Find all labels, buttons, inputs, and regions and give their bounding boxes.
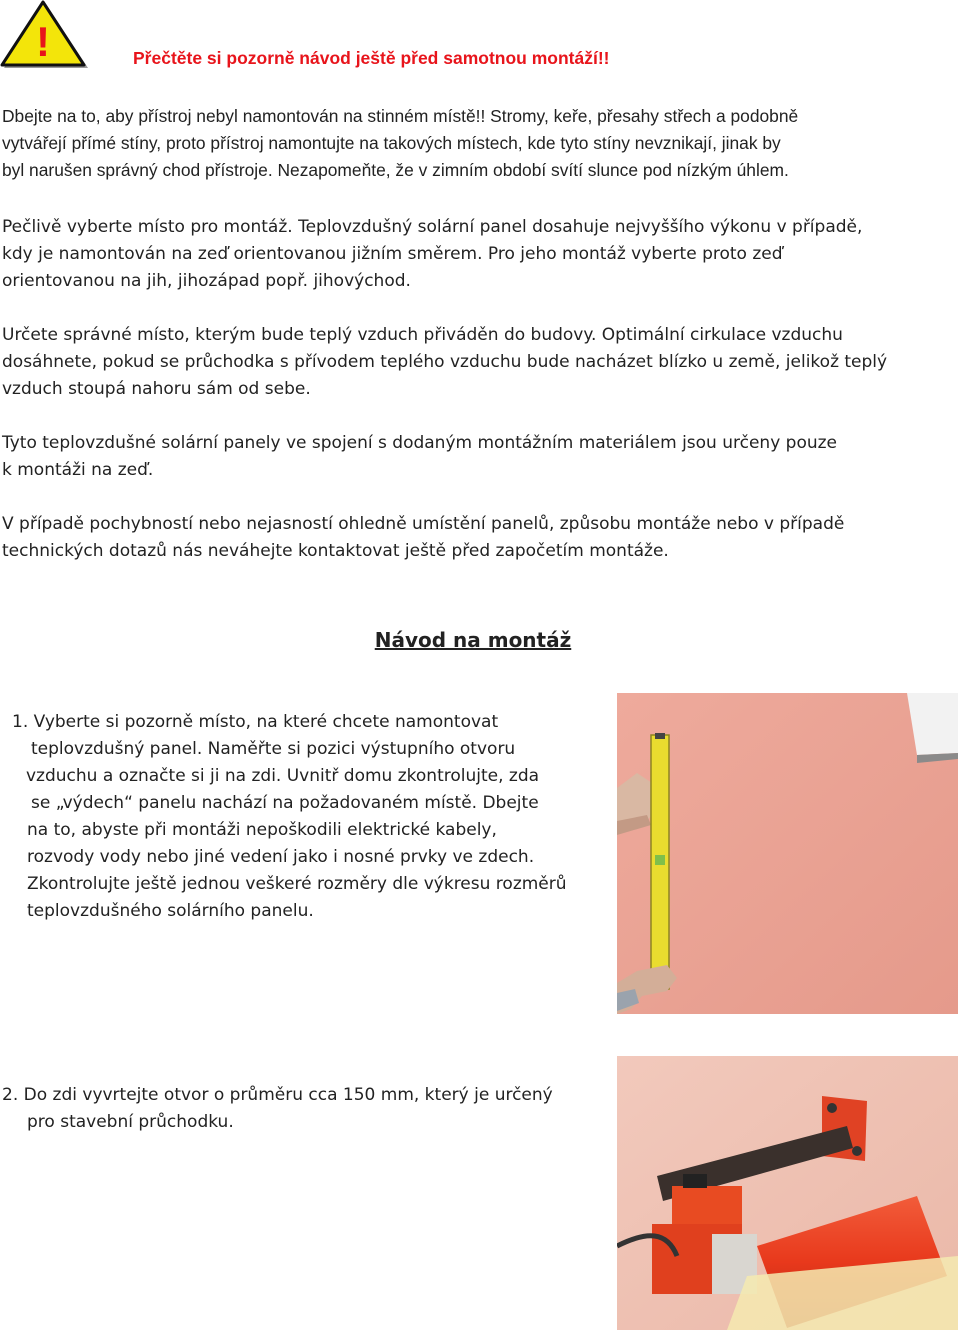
text-line: byl narušen správný chod přístroje. Nezapomeňte, že v zimním období svítí slunce pod nízkým úhlem.	[2, 160, 789, 180]
text-line: se „výdech“ panelu nachází na požadovaném místě. Dbejte	[31, 793, 539, 813]
spirit-level-on-wall-photo	[617, 693, 958, 1014]
text-line: V případě pochybností nebo nejasností ohledně umístění panelů, způsobu montáže nebo v případě	[2, 514, 845, 534]
paragraph-air-inlet	[2, 322, 952, 403]
text-line: rozvody vody nebo jiné vedení jako i nosné prvky ve zdech.	[27, 847, 535, 867]
text-line: Do zdi vyvrtejte otvor o průměru cca 150 mm, který je určený	[23, 1085, 553, 1105]
step-number: 1.	[12, 712, 29, 732]
warning-title: Přečtěte si pozorně návod ještě před samotnou montáží!!	[133, 48, 610, 68]
text-line: orientovanou na jih, jihozápad popř. jihovýchod.	[2, 271, 411, 291]
text-line: pro stavební průchodku.	[27, 1112, 234, 1132]
paragraph-shade-warning	[2, 103, 952, 184]
text-line: vzduch stoupá nahoru sám od sebe.	[2, 379, 311, 399]
step-number: 2.	[2, 1085, 19, 1105]
text-line: teplovzdušného solárního panelu.	[27, 901, 314, 921]
text-line: Tyto teplovzdušné solární panely ve spojení s dodaným montážním materiálem jsou určeny pouze	[2, 433, 838, 453]
text-line: dosáhnete, pokud se průchodka s přívodem teplého vzduchu bude nacházet blízko u země, jelikož teplý	[2, 352, 888, 372]
text-line: technických dotazů nás neváhejte kontaktovat ještě před započetím montáže.	[2, 541, 669, 561]
step-2	[2, 1082, 553, 1136]
text-line: Pečlivě vyberte místo pro montáž. Teplovzdušný solární panel dosahuje nejvyššího výkonu v případě,	[2, 217, 863, 237]
section-heading: Návod na montáž	[374, 628, 572, 652]
paragraph-orientation	[2, 214, 952, 295]
warning-triangle-icon	[0, 0, 92, 72]
step-1	[12, 709, 567, 925]
text-line: vytvářejí přímé stíny, proto přístroj namontujte na takových místech, kde tyto stíny nevznikají, jinak by	[2, 133, 781, 153]
text-line: kdy je namontován na zeď orientovanou jižním směrem. Pro jeho montáž vyberte proto zeď	[2, 244, 783, 264]
text-line: na to, abyste při montáži nepoškodili elektrické kabely,	[27, 820, 497, 840]
paragraph-wall-mount	[2, 430, 952, 484]
core-drill-on-wall-photo	[617, 1056, 958, 1330]
text-line: Zkontrolujte ještě jednou veškeré rozměry dle výkresu rozměrů	[27, 874, 567, 894]
text-line: Určete správné místo, kterým bude teplý vzduch přiváděn do budovy. Optimální cirkulace vzduchu	[2, 325, 843, 345]
text-line: k montáži na zeď.	[2, 460, 154, 480]
text-line: Dbejte na to, aby přístroj nebyl namontován na stinném místě!! Stromy, keře, přesahy střech a podobně	[2, 106, 799, 126]
text-line: vzduchu a označte si ji na zdi. Uvnitř domu zkontrolujte, zda	[26, 766, 540, 786]
svg-text:!: !	[36, 18, 50, 65]
text-line: Vyberte si pozorně místo, na které chcete namontovat	[33, 712, 499, 732]
paragraph-contact	[2, 511, 952, 565]
text-line: teplovzdušný panel. Naměřte si pozici výstupního otvoru	[31, 739, 516, 759]
